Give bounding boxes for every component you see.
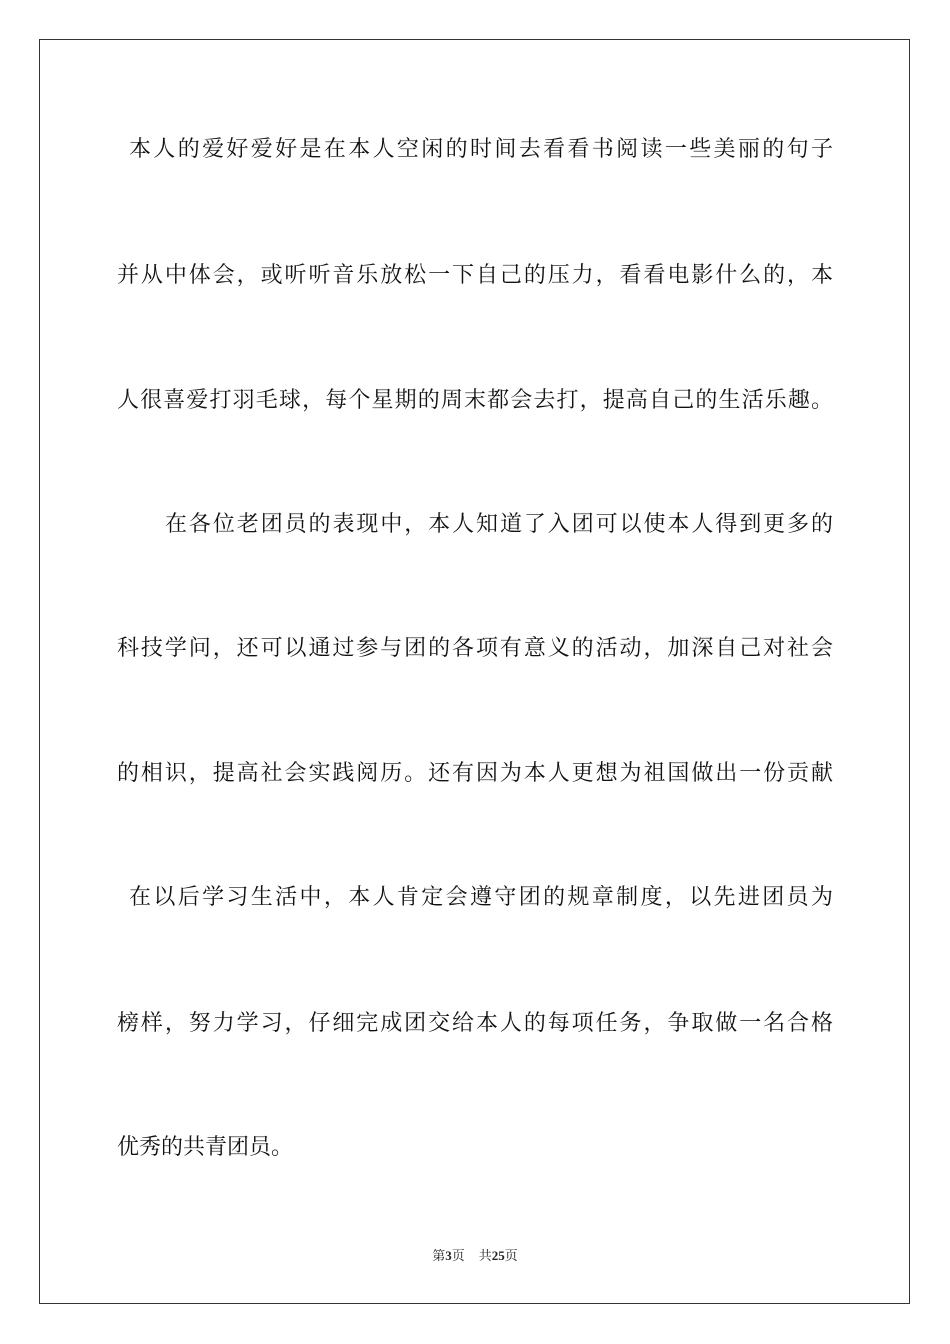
body-line: 榜样，努力学习，仔细完成团交给本人的每项任务，争取做一名合格 (117, 1011, 833, 1036)
body-line: 本人的爱好爱好是在本人空闲的时间去看看书阅读一些美丽的句子 (129, 137, 833, 162)
body-line: 科技学问，还可以通过参与团的各项有意义的活动，加深自己对社会 (117, 636, 833, 661)
total-page-count: 25 (491, 1248, 505, 1263)
body-line: 在各位老团员的表现中，本人知道了入团可以使本人得到更多的 (165, 512, 833, 537)
page-prefix: 第 (432, 1249, 446, 1264)
body-line: 人很喜爱打羽毛球，每个星期的周末都会去打，提高自己的生活乐趣。 (117, 388, 833, 413)
body-line: 的相识，提高社会实践阅历。还有因为本人更想为祖国做出一份贡献 (117, 761, 833, 786)
total-prefix: 共 (478, 1249, 492, 1264)
total-suffix: 页 (504, 1249, 518, 1264)
page-footer (0, 1248, 950, 1265)
page-border (39, 39, 910, 1304)
body-line: 优秀的共青团员。 (117, 1135, 294, 1160)
current-page-number: 3 (445, 1248, 452, 1263)
body-line: 并从中体会，或听听音乐放松一下自己的压力，看看电影什么的，本 (117, 263, 833, 288)
page-label: 页 (451, 1249, 465, 1264)
body-line: 在以后学习生活中，本人肯定会遵守团的规章制度，以先进团员为 (129, 885, 833, 910)
